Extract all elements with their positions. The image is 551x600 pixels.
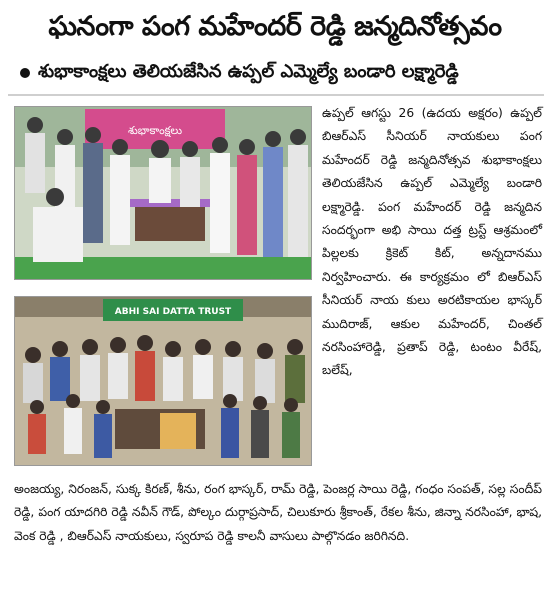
article-column-text: ఉప్పల్ ఆగస్టు 26 (ఉదయ అక్షరం) ఉప్పల్ బిఆర్ఎస్ సీనియర్ నాయకులు పంగ మహేందర్ రెడ్డి జన్మదినోత్సవ శుభాకాంక్షలు తెలియజేసిన ఉప్పల్ ఎమ్మెల్యే బండారి లక్ష్మారెడ్డి. పంగ మహేందర్ రెడ్డి జన్మదిన సందర్భంగా అభి సాయి దత్త ట్రస్ట్ ఆశ్రమంలో పిల్లలకు క్రికెట్ కిట్, అన్నదానము నిర్వహించారు. ఈ కార్యక్రమం లో బిఆర్ఎస్ సీనియర్ నాయ కులు అరటికాయల భాస్కర్ ముదిరాజ్, ఆకుల మహేందర్, చింతల్ నరసింహారెడ్డి, ప్రతాప్ రెడ్డి, టంటం వీరేష్, బలేష్, (322, 106, 542, 378)
subheadline (20, 56, 540, 90)
photo1-banner: శుభాకాంక్షలు (127, 124, 183, 137)
bullet-icon (20, 68, 30, 78)
photo2-banner: ABHI SAI DATTA TRUST (114, 307, 232, 317)
divider (8, 94, 544, 96)
headline: ఘనంగా పంగ మహేందర్ రెడ్డి జన్మదినోత్సవం (48, 11, 502, 42)
photo-trust-children (14, 296, 312, 466)
article-full-width-text: అంజయ్య, నిరంజన్, సుక్క కిరణ్, శీను, రంగ భాస్కర్, రామ్ రెడ్డి, పెంజర్ల సాయి రెడ్డి, గంధం సంపత్, సల్ల సందీప్ రెడ్డి, పంగ యాదగిరి రెడ్డి నవీన్ గౌడ్, పోల్కం దుర్గాప్రసాద్, చిలుకూరు శ్రీకాంత్, రేకల శీను, జిన్నా నరసింహా, భాష, వెంక రెడ్డి , బిఆర్ఎస్ నాయకులు, స్వరూప రెడ్డి కాలనీ వాసులు పాల్గొనడం జరిగినది. (14, 482, 542, 543)
subheadline-text: శుభాకాంక్షలు తెలియజేసిన ఉప్పల్ ఎమ్మెల్యే బండారి లక్ష్మారెడ్డి (38, 60, 459, 82)
photo-birthday-celebration (14, 106, 312, 280)
